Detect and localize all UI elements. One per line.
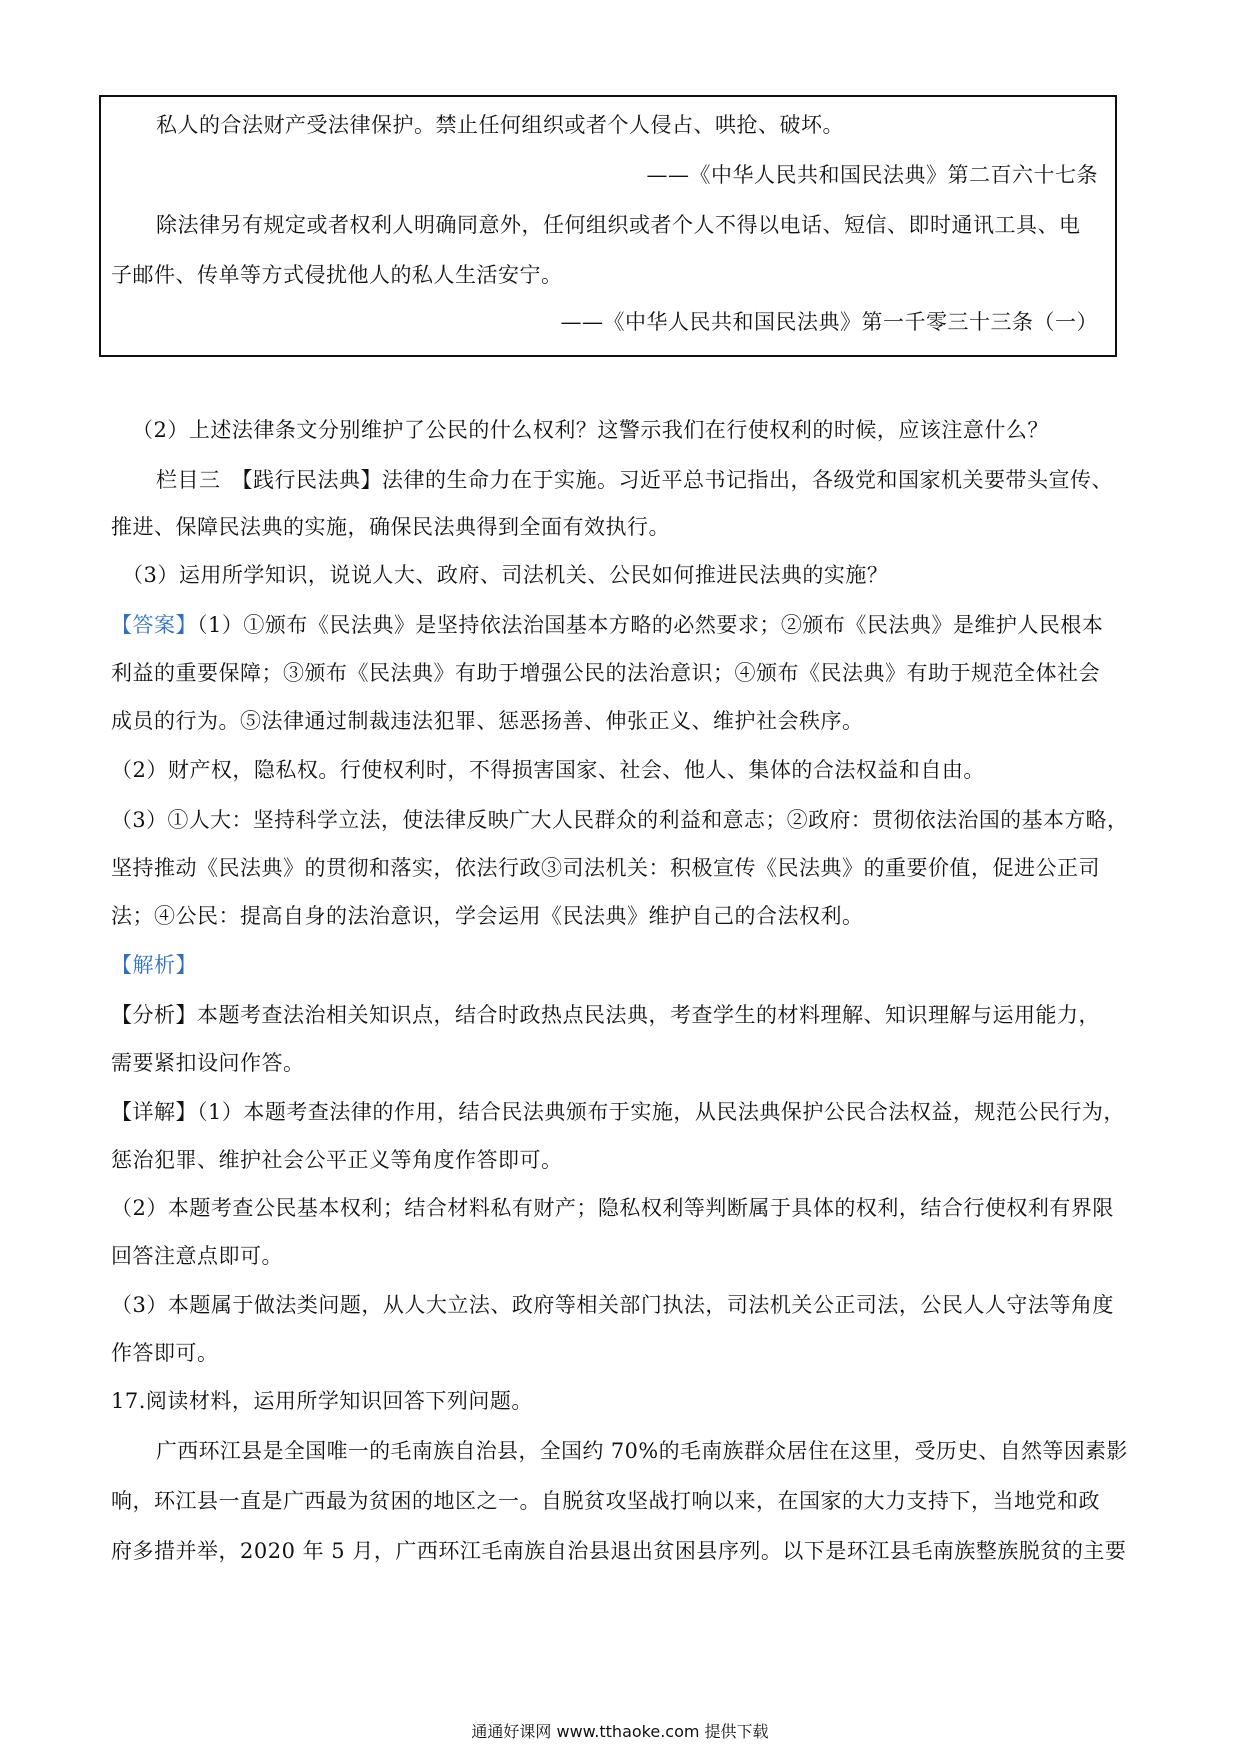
answer-3-line3: 法；④公民：提高自身的法治意识，学会运用《民法典》维护自己的合法权利。 <box>111 904 864 928</box>
question-17-title: 17.阅读材料，运用所学知识回答下列问题。 <box>111 1389 533 1413</box>
question-3: （3）运用所学知识，说说人大、政府、司法机关、公民如何推进民法典的实施？ <box>122 563 889 587</box>
question-17-material-line3: 府多措并举，2020 年 5 月，广西环江毛南族自治县退出贫困县序列。以下是环江县毛南族整族脱贫的主要 <box>111 1539 1127 1563</box>
answer-3-line2: 坚持推动《民法典》的贯彻和落实，依法行政③司法机关：积极宣传《民法典》的重要价值，促进公正司 <box>111 856 1100 880</box>
column-3-line2: 推进、保障民法典的实施，确保民法典得到全面有效执行。 <box>111 515 670 539</box>
question-2: （2）上述法律条文分别维护了公民的什么权利？这警示我们在行使权利的时候，应该注意什么？ <box>132 418 1049 442</box>
analysis-xiangjie-line2: 惩治犯罪、维护社会公平正义等角度作答即可。 <box>111 1148 563 1172</box>
analysis-3-line2: 作答即可。 <box>111 1341 219 1365</box>
answer-1-line3: 成员的行为。⑤法律通过制裁违法犯罪、惩恶扬善、伸张正义、维护社会秩序。 <box>111 709 864 733</box>
column-3-line1: 栏目三 【践行民法典】法律的生命力在于实施。习近平总书记指出，各级党和国家机关要带头宣传、 <box>156 468 1113 492</box>
answer-label: 【答案】 <box>111 613 197 637</box>
quote-article-1033-line2: 子邮件、传单等方式侵扰他人的私人生活安宁。 <box>111 263 563 287</box>
answer-1-line1-text: （1）①颁布《民法典》是坚持依法治国基本方略的必然要求；②颁布《民法典》是维护人民根本 <box>197 613 1104 637</box>
analysis-3-line1: （3）本题属于做法类问题，从人大立法、政府等相关部门执法，司法机关公正司法，公民人人守法等角度 <box>111 1293 1114 1317</box>
analysis-label: 【解析】 <box>111 953 197 977</box>
answer-1-line1 <box>111 610 1103 640</box>
question-17-material-line2: 响，环江县一直是广西最为贫困的地区之一。自脱贫攻坚战打响以来，在国家的大力支持下，当地党和政 <box>111 1489 1100 1513</box>
analysis-fenxi-line1: 【分析】本题考查法治相关知识点，结合时政热点民法典，考查学生的材料理解、知识理解与运用能力， <box>111 1003 1100 1027</box>
quote-source-1033: ——《中华人民共和国民法典》第一千零三十三条（一） <box>560 310 1098 334</box>
quote-source-267: ——《中华人民共和国民法典》第二百六十七条 <box>646 163 1098 187</box>
footer-watermark: 通通好课网 www.tthaoke.com 提供下载 <box>471 1722 769 1741</box>
quote-article-267: 私人的合法财产受法律保护。禁止任何组织或者个人侵占、哄抢、破坏。 <box>156 113 844 137</box>
answer-3-line1: （3）①人大：坚持科学立法，使法律反映广大人民群众的利益和意志；②政府：贯彻依法治国的基本方略， <box>111 808 1129 832</box>
quote-article-1033-line1: 除法律另有规定或者权利人明确同意外，任何组织或者个人不得以电话、短信、即时通讯工具、电 <box>156 213 1081 237</box>
question-17-material-line1: 广西环江县是全国唯一的毛南族自治县，全国约 70%的毛南族群众居住在这里，受历史、自然等因素影 <box>156 1439 1128 1463</box>
analysis-2-line2: 回答注意点即可。 <box>111 1244 283 1268</box>
analysis-fenxi-line2: 需要紧扣设问作答。 <box>111 1051 305 1075</box>
analysis-2-line1: （2）本题考查公民基本权利；结合材料私有财产；隐私权利等判断属于具体的权利，结合行使权利有界限 <box>111 1196 1114 1220</box>
answer-2: （2）财产权，隐私权。行使权利时，不得损害国家、社会、他人、集体的合法权益和自由。 <box>111 758 985 782</box>
answer-1-line2: 利益的重要保障；③颁布《民法典》有助于增强公民的法治意识；④颁布《民法典》有助于规范全体社会 <box>111 661 1100 685</box>
analysis-xiangjie-line1: 【详解】（1）本题考查法律的作用，结合民法典颁布于实施，从民法典保护公民合法权益，规范公民行为， <box>111 1100 1125 1124</box>
